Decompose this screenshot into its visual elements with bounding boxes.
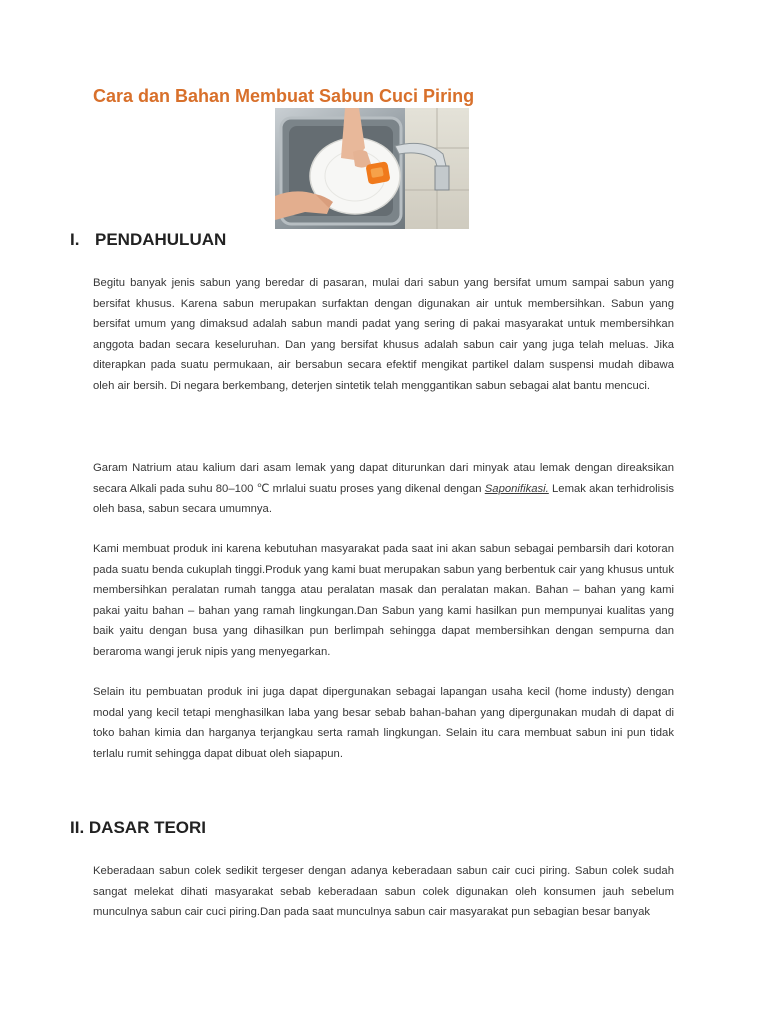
- paragraph-intro: Begitu banyak jenis sabun yang beredar di pasaran, mulai dari sabun yang bersifat umum sampai sabun yang bersifat khusus. Karena sabun merupakan surfaktan dengan digunakan air untuk membersihkan. Sabun yang bersifat umum yang dimaksud adalah sabun mandi padat yang sering di pakai masyarakat untuk membersihkan anggota badan secara keseluruhan. Dan yang bersifat khusus adalah sabun cair yang juga telah meluas. Jika diterapkan pada suatu permukaan, air bersabun secara efektif mengikat partikel dalam suspensi mudah dibawa oleh air bersih. Di negara berkembang, deterjen sintetik telah menggantikan sabun sebagai alat bantu mencuci.: [93, 277, 674, 392]
- dishwashing-photo: [275, 108, 469, 229]
- paragraph-saponification: [93, 458, 674, 520]
- paragraph-text: Garam Natrium atau kalium dari asam lemak yang dapat diturunkan dari minyak atau lemak dengan direaksikan secara Alkali pada suhu 80–100 ℃ mrlalui suatu proses yang dikenal dengan: [93, 462, 674, 495]
- section-heading-dasar-teori: [70, 818, 206, 838]
- section-title: DASAR TEORI: [88, 818, 207, 837]
- page-title: Cara dan Bahan Membuat Sabun Cuci Piring: [93, 86, 475, 106]
- paragraph-text: Lemak akan terhidrolisis oleh basa, sabun secara umumnya.: [93, 482, 674, 515]
- paragraph-product-reason: Kami membuat produk ini karena kebutuhan masyarakat pada saat ini akan sabun sebagai pembarsih dari kotoran pada suatu benda cukuplah tinggi.Produk yang kami buat merupakan sabun yang berbentuk cair yang khusus untuk membersihkan peralatan rumah tangga atau peralatan masak dan peralatan makan. Bahan – bahan yang kami pakai yaitu bahan – bahan yang ramah lingkungan.Dan Sabun yang kami hasilkan pun mempunyai kualitas yang baik yaitu dengan busa yang dihasilkan pun berlimpah sehingga dapat membersihkan dengan sempurna dan beraroma wangi jeruk nipis yang menyegarkan.: [93, 543, 674, 658]
- paragraph-theory: Keberadaan sabun colek sedikit tergeser dengan adanya keberadaan sabun cair cuci piring. Sabun colek sudah sangat melekat dihati masyarakat sebab keberadaan sabun colek digunakan oleh konsumen jauh sebelum munculnya sabun cair cuci piring.Dan pada saat munculnya sabun cair masyarakat pun sebagian besar banyak: [93, 865, 674, 918]
- saponifikasi-link[interactable]: Saponifikasi.: [484, 482, 549, 495]
- paragraph-home-industry: Selain itu pembuatan produk ini juga dapat dipergunakan sebagai lapangan usaha kecil (home industy) dengan modal yang kecil tetapi menghasilkan laba yang besar sebab bahan-bahan yang dipergunakan mudah di dapat di toko bahan kimia dan harganya terjangkau serta ramah lingkungan. Selain itu cara membuat sabun ini pun tidak terlalu rumit sehingga dapat dibuat oleh siapapun.: [93, 686, 674, 760]
- section-number: II.: [70, 818, 85, 837]
- section-heading-pendahuluan: [70, 230, 226, 250]
- section-number: I.: [70, 230, 80, 249]
- section-title: PENDAHULUAN: [95, 230, 227, 249]
